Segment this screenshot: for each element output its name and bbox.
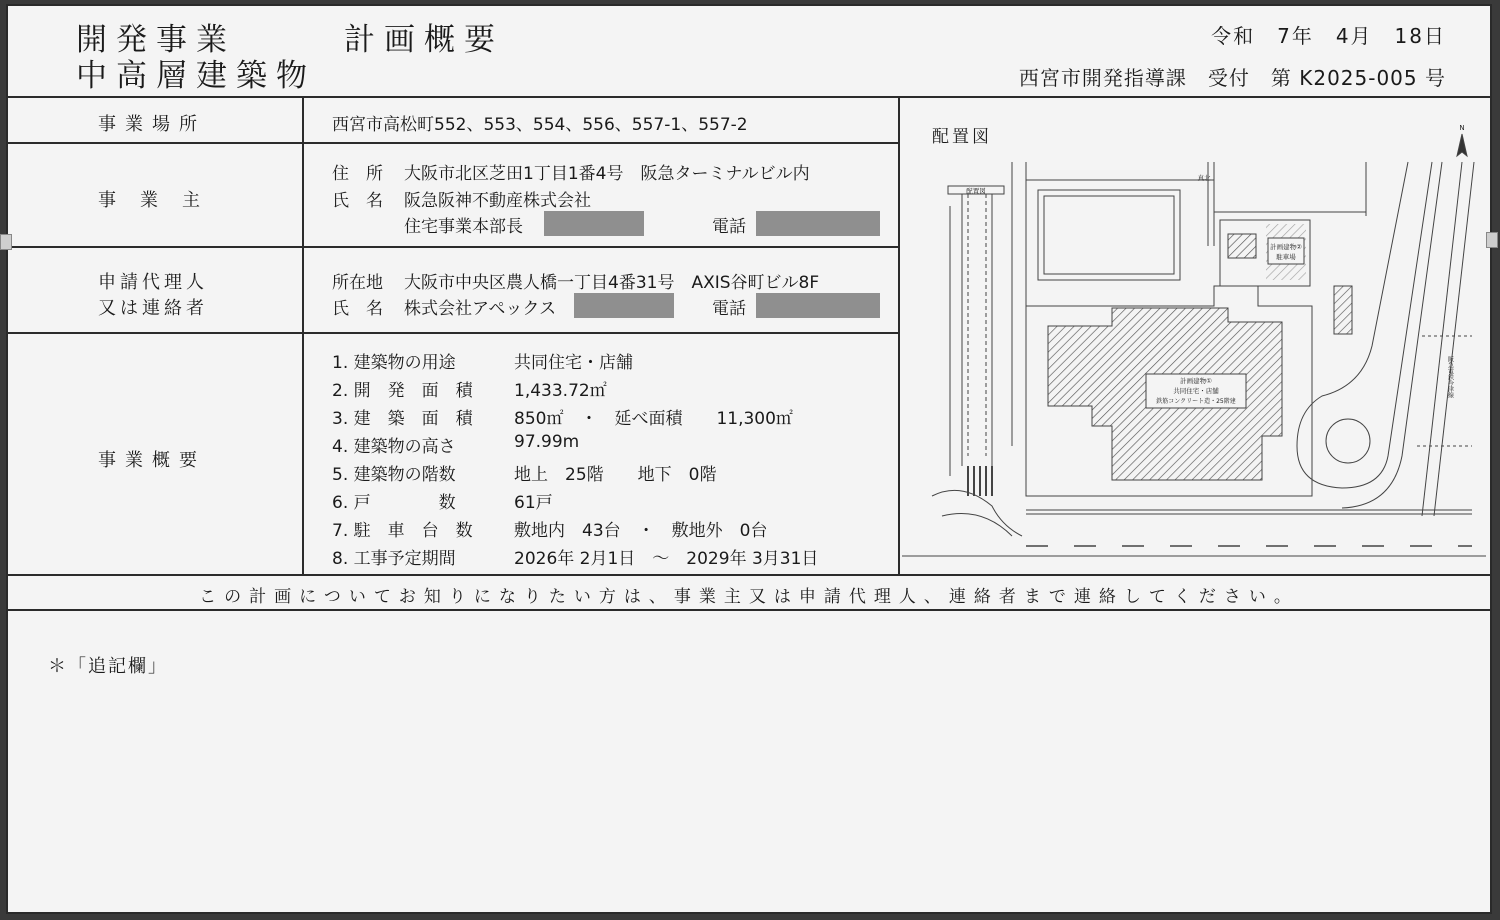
agent-name-label: 氏 名: [332, 299, 383, 319]
owner-address-label: 住 所: [332, 164, 383, 184]
label-summary: 事業概要: [98, 450, 206, 471]
rail-label: 阪急電鉄今津線: [1446, 356, 1454, 398]
site-plan-drawing: [902, 116, 1486, 572]
label-contact: 又は連絡者: [98, 298, 208, 319]
owner-tel-label: 電話: [712, 217, 746, 237]
summary-item-key: 5. 建築物の階数: [332, 465, 456, 485]
summary-item-value: 共同住宅・店舗: [514, 353, 633, 373]
title-building-type: 中高層建築物: [76, 58, 316, 94]
agent-tel-label: 電話: [712, 299, 746, 319]
divider: [8, 96, 1490, 98]
agent-address-label: 所在地: [332, 273, 383, 293]
site-plan-label: 配置図: [932, 127, 992, 147]
summary-item-key: 6. 戸 数: [332, 493, 456, 513]
label-agent: 申請代理人: [98, 272, 208, 293]
true-north-note: 真北: [1197, 174, 1211, 182]
board-clip: [1486, 232, 1498, 248]
receipt-date: 令和 7年 4月 18日: [1211, 24, 1446, 48]
redacted-name: [574, 293, 674, 318]
building1-structure: 鉄筋コンクリート造・25階建: [1156, 398, 1236, 405]
summary-item-key: 3. 建 築 面 積: [332, 409, 473, 429]
divider: [8, 246, 900, 248]
summary-item-key: 8. 工事予定期間: [332, 549, 456, 569]
label-site: 事業場所: [98, 114, 206, 135]
summary-item-value: 850㎡ ・ 延べ面積 11,300㎡: [514, 409, 793, 429]
owner-name: 阪急阪神不動産株式会社: [404, 191, 591, 211]
owner-name-label: 氏 名: [332, 191, 383, 211]
notice-text: この計画についてお知りになりたい方は、事業主又は申請代理人、連絡者まで連絡してください。: [199, 587, 1299, 607]
redacted-name: [544, 211, 644, 236]
building2-label: 計画建物②: [1270, 243, 1302, 251]
redacted-phone: [756, 293, 880, 318]
agent-address: 大阪市中央区農人橋一丁目4番31号 AXIS谷町ビル8F: [404, 273, 820, 293]
appendix-label: ＊「追記欄」: [48, 656, 168, 677]
site-plan-small-label: 配置図: [966, 187, 986, 195]
divider: [8, 332, 900, 334]
building2-use: 駐車場: [1276, 253, 1296, 261]
divider: [8, 609, 1490, 611]
summary-item-value: 地上 25階 地下 0階: [514, 465, 717, 485]
north-arrow-icon: [1457, 134, 1467, 156]
summary-item-value: 61戸: [514, 493, 553, 513]
title-plan-summary: 計画概要: [344, 22, 504, 58]
divider: [8, 142, 900, 144]
notice-board: [6, 4, 1492, 914]
divider: [8, 574, 1490, 576]
board-clip: [0, 234, 12, 250]
receipt-number: 西宮市開発指導課 受付 第 K2025-005 号: [1018, 66, 1446, 90]
title-development: 開発事業: [76, 22, 236, 58]
summary-item-key: 4. 建築物の高さ: [332, 437, 456, 457]
label-owner: 事業主: [98, 190, 224, 211]
summary-item-value: 2026年 2月1日 ～ 2029年 3月31日: [514, 549, 819, 569]
owner-address: 大阪市北区芝田1丁目1番4号 阪急ターミナルビル内: [404, 164, 810, 184]
divider: [302, 96, 304, 576]
summary-item-value: 敷地内 43台 ・ 敷地外 0台: [514, 521, 768, 541]
summary-item-key: 1. 建築物の用途: [332, 353, 456, 373]
value-site: 西宮市高松町552、553、554、556、557-1、557-2: [332, 115, 748, 135]
building1-use: 共同住宅・店舗: [1173, 387, 1219, 395]
summary-item-value: 97.99m: [514, 432, 580, 452]
north-label: N: [1459, 124, 1465, 132]
summary-item-key: 7. 駐 車 台 数: [332, 521, 473, 541]
summary-item-value: 1,433.72㎡: [514, 381, 607, 401]
building1-label: 計画建物①: [1180, 377, 1212, 385]
divider: [898, 96, 900, 576]
owner-title: 住宅事業本部長: [404, 217, 523, 237]
summary-item-key: 2. 開 発 面 積: [332, 381, 473, 401]
redacted-phone: [756, 211, 880, 236]
agent-name: 株式会社アペックス: [404, 299, 557, 319]
